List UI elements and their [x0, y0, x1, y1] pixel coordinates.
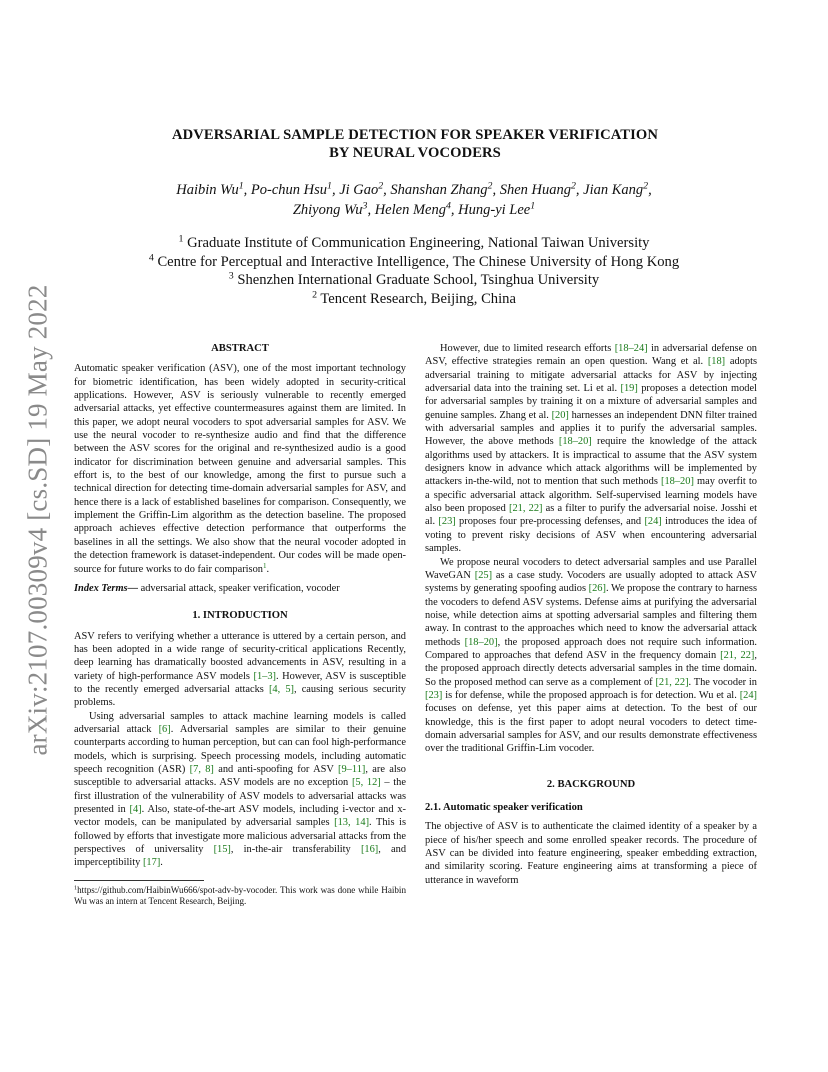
- text: ASV refers to verifying whether a utterance is uttered by a certain person, and has been adopted in a wide range of security-critical applications Recently, deep learning has dramatically boosted advancements in ASV, resulting in a variety of high-performance ASV models: [74, 630, 406, 682]
- text: , and imperceptibility: [74, 844, 407, 869]
- text: , causing serious security problems.: [74, 683, 407, 709]
- index-terms: [74, 582, 406, 595]
- title-line-1: ADVERSARIAL SAMPLE DETECTION FOR SPEAKER VERIFICATION: [171, 127, 659, 143]
- abstract-heading: ABSTRACT: [211, 343, 269, 354]
- text: . However, ASV is susceptible to the recently emerged adversarial attacks: [74, 670, 406, 695]
- text: require the knowledge of the attack algorithms used by attackers. It is impractical to assume that the ASV system designers know in advance which attack algorithms will be implemented by attackers in-the-wild, not to mention that such methods: [425, 436, 757, 488]
- text: . We propose the contrary to harness the vocoders to defend ASV systems. Defense aims at purifying the adversarial noise, while detection aims at spotting adversarial samples and filtering them away. In contrast to the approaches which need to know the adversarial attack methods: [425, 583, 757, 648]
- paper-title: [120, 126, 710, 162]
- text: focuses on defense, yet this paper aims at detection. To the best of our knowledge, this is the first paper to adopt neural vocoders to detect time-domain adversarial samples for ASV, and our results demonstrate effectiveness over the traditional Griffin-Lim vocoder.: [425, 703, 757, 755]
- citation-link[interactable]: [1–3]: [253, 670, 276, 682]
- affil-text: Centre for Perceptual and Interactive Intelligence, The Chinese University of Hong Kong: [157, 253, 680, 270]
- affil-number: 1: [178, 233, 184, 245]
- citation-link[interactable]: [4, 5]: [268, 683, 294, 695]
- text: We propose neural vocoders to detect adversarial samples and use Parallel WaveGAN: [425, 556, 757, 581]
- text: . This is followed by efforts that investigate more malicious adversarial attacks from the perspectives of universality: [74, 817, 406, 856]
- affil-text: Shenzhen International Graduate School, Tsinghua University: [237, 272, 600, 288]
- footnote-number: 1: [74, 884, 78, 892]
- affiliations: [80, 234, 748, 308]
- text: harnesses an independent DNN filter trained with adversarial samples and applies it to purify the adversarial samples. However, the above methods: [425, 409, 758, 448]
- author-line-1: Haibin Wu$^1$, Po-chun Hsu$^1$, Ji Gao$^2$, Shanshan Zhang$^2$, Shen Huang$^2$, Jian Kang$^2$,: [176, 180, 652, 198]
- affil-number: 4: [148, 252, 154, 264]
- subsection-heading: 2.1. Automatic speaker verification: [425, 802, 583, 813]
- text: However, due to limited research efforts: [440, 343, 615, 354]
- citation-link[interactable]: [21, 22]: [720, 649, 755, 661]
- author-name: Shen Huang: [499, 182, 571, 198]
- text: in adversarial defense on ASV, effective strategies remain an open question. Wang et al.: [425, 343, 757, 368]
- citation-link[interactable]: [17]: [142, 857, 161, 869]
- affiliation: [80, 234, 748, 253]
- citation-link[interactable]: [20]: [551, 409, 569, 421]
- affil-number: 2: [312, 289, 318, 301]
- affiliation: [80, 290, 748, 309]
- citation-link[interactable]: [23]: [425, 689, 443, 701]
- abstract-text: [74, 362, 406, 576]
- text: . Also, state-of-the-art ASV models, including i-vector and x-vector models, can be manipulated by adversarial samples: [74, 804, 406, 829]
- citation-link[interactable]: [18–24]: [614, 343, 648, 354]
- text: , the proposed approach does not require such information. Compared to approaches that defend ASV in the frequency domain: [425, 636, 757, 661]
- text: , the proposed approach directly detects adversarial samples in the time domain. So the proposed method can serve as a complement of: [425, 649, 757, 688]
- citation-link[interactable]: [24]: [739, 689, 757, 701]
- author-name: Zhiyong Wu: [292, 202, 363, 218]
- text: .: [160, 857, 163, 869]
- footnote-text: https://github.com/HaibinWu666/spot-adv-by-vocoder. This work was done while Haibin Wu was an intern at Tencent Research, Beijing.: [74, 884, 406, 907]
- index-terms-text: adversarial attack, speaker verification, vocoder: [138, 582, 340, 594]
- text: as a case study. Vocoders are usually adopted to attack ASV systems by generating spoofing audios: [425, 569, 757, 595]
- author-name: Haibin Wu: [176, 182, 239, 198]
- author-affil: 1: [530, 200, 536, 212]
- author-name: Ji Gao: [339, 182, 379, 198]
- affil-number: 3: [228, 270, 234, 282]
- author-name: Jian Kang: [583, 182, 644, 198]
- author-affil: 1: [327, 180, 332, 192]
- author-affil: 3: [362, 200, 368, 212]
- text: is for defense, while the proposed approach is for detection. Wu et al.: [442, 689, 740, 701]
- author-list: [100, 180, 728, 220]
- text: , in-the-air transferability: [230, 844, 361, 856]
- text: – the first illustration of the vulnerability of ASV models to adversarial attacks was presented in: [74, 777, 406, 815]
- author-affil: 1: [238, 180, 244, 192]
- text: and anti-spoofing for ASV: [213, 763, 339, 775]
- author-affil: 2: [643, 180, 649, 192]
- citation-link[interactable]: [21, 22]: [509, 503, 543, 515]
- citation-link[interactable]: [15]: [213, 844, 231, 856]
- text: proposes four pre-processing defenses, and: [455, 516, 645, 528]
- citation-link[interactable]: [13, 14]: [334, 817, 370, 829]
- affil-text: Graduate Institute of Communication Engineering, National Taiwan University: [187, 235, 650, 251]
- citation-link[interactable]: [18–20]: [558, 436, 592, 448]
- citation-link[interactable]: [21, 22]: [655, 676, 689, 688]
- author-affil: 2: [487, 180, 493, 192]
- author-name: Shanshan Zhang: [390, 182, 488, 198]
- author-affil: 4: [445, 200, 451, 212]
- citation-link[interactable]: [18]: [707, 356, 726, 368]
- text: . Adversarial samples are similar to their genuine counterparts according to human perception, but can can fool high-performance models, which is surprising. Speech processing models, including automatic speech recognition (ASR): [74, 723, 406, 775]
- footnote-rule: [74, 880, 204, 881]
- citation-link[interactable]: [7, 8]: [189, 763, 214, 775]
- affiliation: [80, 271, 748, 290]
- right-column: [425, 342, 757, 887]
- citation-link[interactable]: [26]: [588, 583, 606, 595]
- text: as a filter to purify the adversarial noise. Josshi et al.: [425, 503, 757, 528]
- index-terms-label: Index Terms—: [74, 582, 138, 594]
- citation-link[interactable]: [5, 12]: [351, 777, 381, 789]
- intro-paragraph-2: [74, 710, 406, 870]
- footnote-marker-link[interactable]: 1: [263, 561, 267, 570]
- arxiv-stamp: [18, 280, 58, 760]
- author-name: Helen Meng: [374, 202, 446, 218]
- right-paragraph-3: The objective of ASV is to authenticate the claimed identity of a speaker by a piece of his/her speech and some enrolled speaker records. The procedure of ASV can be divided into feature engineering, speaker embedding extraction, and similarity scoring. Feature engineering aims at transforming a piece of utterance in waveform: [425, 821, 757, 886]
- citation-link[interactable]: [9–11]: [338, 763, 366, 775]
- abstract-end: .: [266, 563, 270, 575]
- arxiv-stamp-text: arXiv:2107.00309v4 [cs.SD] 19 May 2022: [22, 284, 53, 756]
- intro-paragraph-1: [74, 630, 406, 710]
- footnote: [74, 885, 406, 908]
- citation-link[interactable]: [18–20]: [464, 636, 498, 648]
- title-line-2: BY NEURAL VOCODERS: [329, 145, 501, 161]
- text: may overfit to a specific adversarial attack algorithm. Self-supervised learning models have also been proposed: [425, 476, 757, 515]
- text: adopts adversarial training to mitigate adversarial attacks for ASV by injecting adversarial data into the training set. Li et al.: [425, 356, 758, 395]
- author-affil: 2: [378, 180, 384, 192]
- author-name: Hung-yi Lee: [458, 202, 531, 218]
- citation-link[interactable]: [25]: [474, 569, 493, 581]
- citation-link[interactable]: [16]: [360, 844, 379, 856]
- text: proposes a detection model for adversarial samples by training it on a mixture of adversarial samples and genuine samples. Zhang et al.: [425, 383, 757, 421]
- citation-link[interactable]: [18–20]: [661, 476, 694, 488]
- citation-link[interactable]: [23]: [438, 516, 456, 528]
- affil-text: Tencent Research, Beijing, China: [320, 290, 516, 307]
- author-name: Po-chun Hsu: [250, 182, 328, 198]
- affiliation: [80, 253, 748, 272]
- author-line-2: Zhiyong Wu$^3$, Helen Meng$^4$, Hung-yi Lee$^1$: [292, 200, 536, 218]
- right-paragraph-2: [425, 556, 757, 756]
- text: introduces the idea of voting to prevent risky decisions of ASV when encountering adversarial samples.: [425, 516, 757, 555]
- right-paragraph-1: [425, 342, 757, 556]
- abstract-body: Automatic speaker verification (ASV), one of the most important technology for biometric identification, has been widely adopted in security-critical applications. However, ASV is seriously vulnerable to recently emerged adversarial attacks, yet effective countermeasures against them are limited. In this paper, we adopt neural vocoders to spot adversarial samples for ASV. We use the neural vocoder to re-synthesize audio and find that the difference between the ASV scores for the original and re-synthesized audio is a good indicator for discrimination between genuine and adversarial samples. This effort is, to the best of our knowledge, among the first to pursue such a technical direction for detecting time-domain adversarial samples for ASV, and hence there is a lack of established baselines for comparison. Consequently, we implement the Griffin-Lim algorithm as the detection baseline. The proposed approach achieves effective detection performance that outperforms the baselines in all the settings. We also show that the neural vocoder adopted in the detection framework is dataset-independent. Our codes will be made open-source for future works to do fair comparison: [74, 363, 406, 575]
- citation-link[interactable]: [6]: [158, 723, 171, 735]
- text: . The vocoder in: [688, 676, 758, 688]
- citation-link[interactable]: [4]: [129, 804, 142, 815]
- citation-link[interactable]: [19]: [620, 383, 638, 395]
- text: , are also susceptible to adversarial attacks. ASV models are no exception: [74, 763, 407, 789]
- author-affil: 2: [570, 180, 576, 192]
- left-column: [74, 342, 406, 908]
- intro-heading: 1. INTRODUCTION: [192, 610, 288, 622]
- text: Using adversarial samples to attack machine learning models is called adversarial attack: [74, 710, 406, 735]
- background-heading: 2. BACKGROUND: [546, 778, 636, 790]
- citation-link[interactable]: [24]: [644, 516, 662, 528]
